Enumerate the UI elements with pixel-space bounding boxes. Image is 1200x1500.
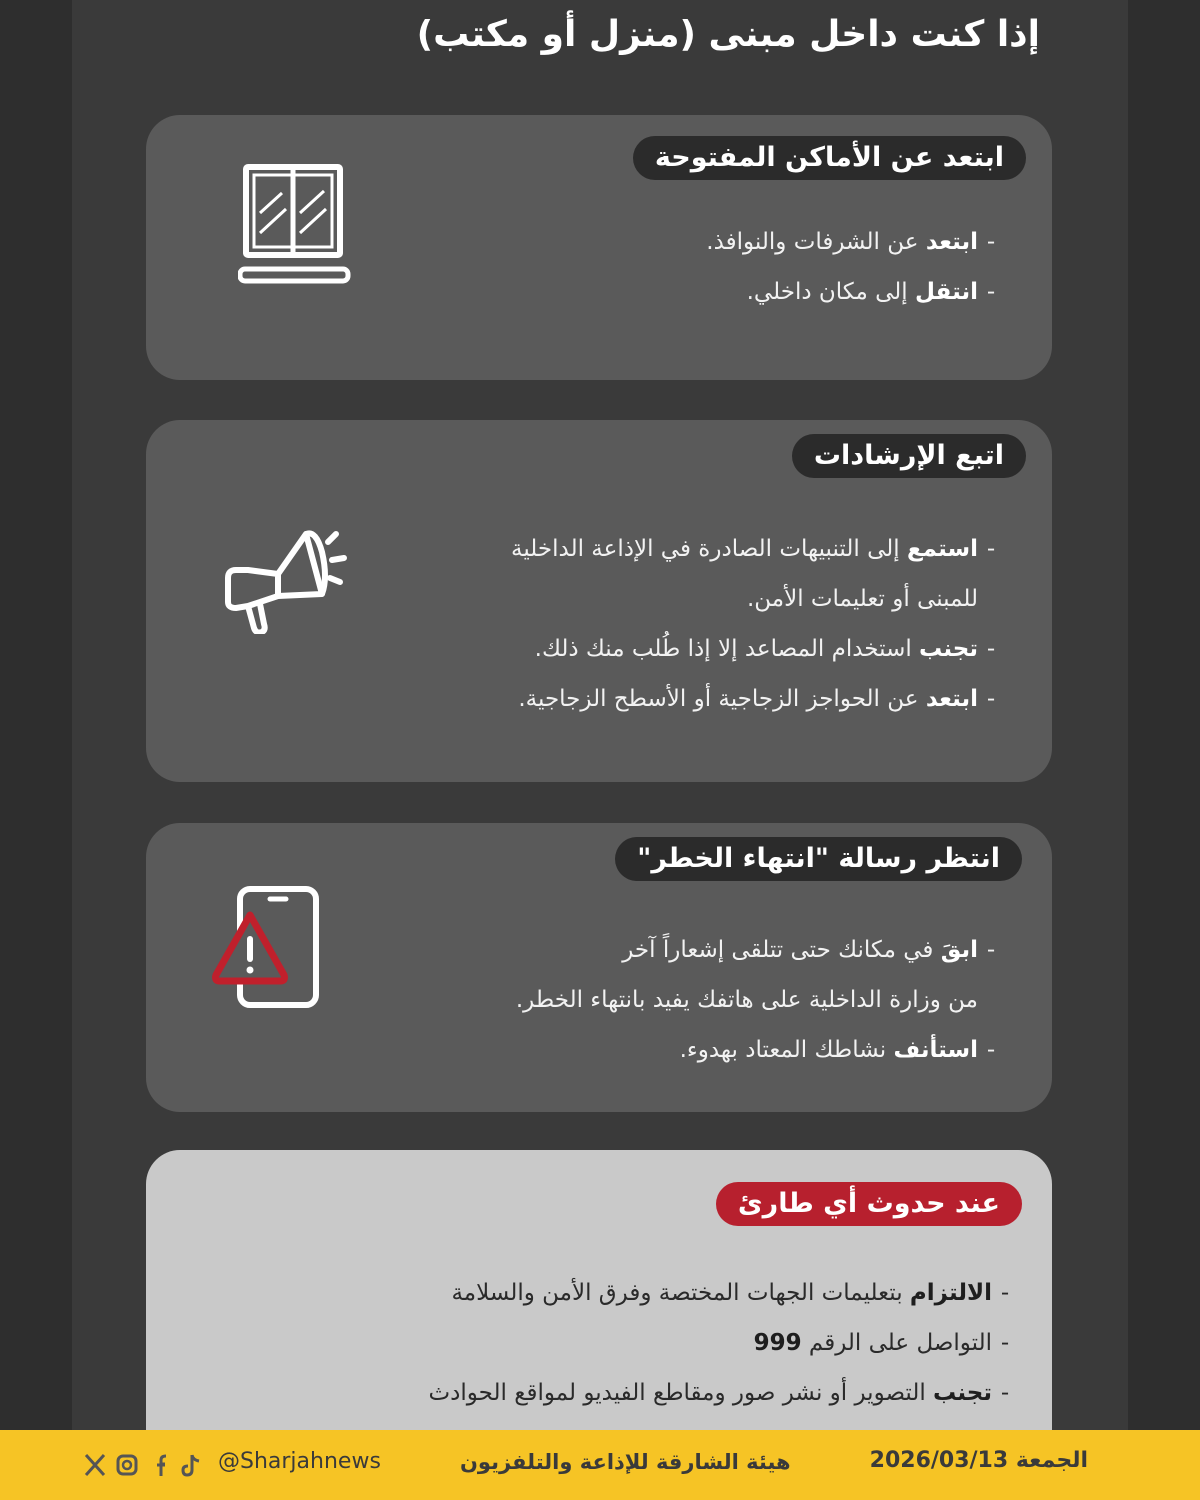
list-item-continuation: للمبنى أو تعليمات الأمن. bbox=[746, 586, 978, 612]
card-heading: اتبع الإرشادات bbox=[792, 434, 1026, 478]
window-icon bbox=[238, 163, 354, 291]
footer-handle[interactable]: @Sharjahnews bbox=[218, 1449, 381, 1474]
footer-bar bbox=[0, 1430, 1200, 1500]
bullet-list bbox=[516, 925, 1004, 1075]
list-item-continuation: من وزارة الداخلية على هاتفك يفيد بانتهاء الخطر. bbox=[515, 987, 978, 1013]
card-open-spaces bbox=[146, 115, 1052, 380]
list-item: -استمع إلى التنبيهات الصادرة في الإذاعة الداخلية bbox=[511, 536, 996, 562]
card-follow-instructions bbox=[146, 420, 1052, 782]
bullet-list bbox=[706, 217, 1004, 317]
phone-warning-icon bbox=[212, 883, 324, 1011]
x-icon[interactable] bbox=[84, 1452, 106, 1478]
page-title: إذا كنت داخل مبنى (منزل أو مكتب) bbox=[416, 14, 1040, 55]
bullet-list bbox=[429, 1268, 1019, 1418]
list-item: -ابتعد عن الحواجز الزجاجية أو الأسطح الزجاجية. bbox=[518, 686, 996, 712]
card-heading: انتظر رسالة "انتهاء الخطر" bbox=[615, 837, 1022, 881]
list-item: -تجنب التصوير أو نشر صور ومقاطع الفيديو لمواقع الحوادث bbox=[428, 1380, 1010, 1406]
list-item: -ابتعد عن الشرفات والنوافذ. bbox=[706, 229, 996, 255]
card-heading-alert: عند حدوث أي طارئ bbox=[716, 1182, 1022, 1226]
footer-date: الجمعة 2026/03/13 bbox=[869, 1448, 1088, 1473]
list-item: -استأنف نشاطك المعتاد بهدوء. bbox=[679, 1037, 996, 1063]
facebook-icon[interactable] bbox=[148, 1452, 170, 1478]
list-item: -تجنب استخدام المصاعد إلا إذا طُلب منك ذلك. bbox=[534, 636, 996, 662]
bullet-list bbox=[511, 524, 1004, 724]
tiktok-icon[interactable] bbox=[180, 1452, 202, 1478]
list-item: -ابقَ في مكانك حتى تتلقى إشعاراً آخر bbox=[622, 937, 996, 963]
instagram-icon[interactable] bbox=[116, 1452, 138, 1478]
card-emergency bbox=[146, 1150, 1052, 1440]
list-item: -التواصل على الرقم 999 bbox=[753, 1330, 1010, 1356]
card-all-clear bbox=[146, 823, 1052, 1112]
list-item: -الالتزام بتعليمات الجهات المختصة وفرق الأمن والسلامة bbox=[451, 1280, 1010, 1306]
card-heading: ابتعد عن الأماكن المفتوحة bbox=[633, 136, 1026, 180]
social-icons bbox=[84, 1450, 202, 1480]
megaphone-icon bbox=[218, 522, 350, 634]
list-item: -انتقل إلى مكان داخلي. bbox=[746, 279, 996, 305]
footer-organization: هيئة الشارقة للإذاعة والتلفزيون bbox=[460, 1450, 791, 1474]
